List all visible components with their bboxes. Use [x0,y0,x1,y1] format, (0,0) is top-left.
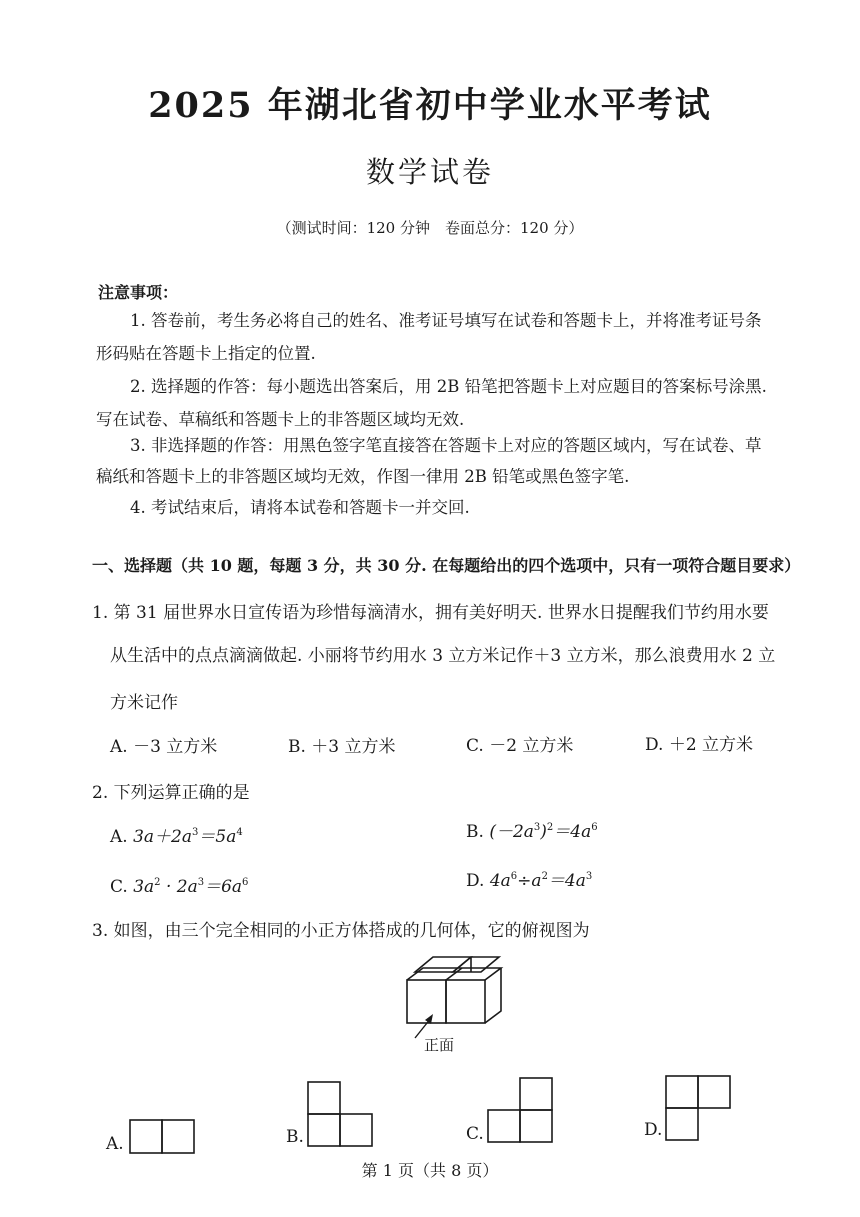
q1-line-1: 1. 第 31 届世界水日宣传语为珍惜每滴清水，拥有美好明天. 世界水日提醒我们节约用水要 [92,603,769,623]
note-line-3: 2. 选择题的作答：每小题选出答案后，用 2B 铅笔把答题卡上对应题目的答案标号涂黑. [130,377,767,396]
q2-option-a: A. $3a+2a^3=5a^4$ [110,827,243,847]
q3-option-d-label: D. [644,1120,663,1140]
q2-option-b: B. $(-2a^3)^2=4a^6$ [466,822,598,842]
q2-stem: 2. 下列运算正确的是 [92,783,250,803]
q3-option-b-label: B. [286,1127,304,1147]
time-info: （测试时间：120 分钟 卷面总分：120 分） [276,219,584,237]
q3-option-a-shape [128,1118,198,1156]
q1-option-a: A. －3 立方米 [110,737,218,757]
note-line-1: 1. 答卷前，考生务必将自己的姓名、准考证号填写在试卷和答题卡上，并将准考证号条 [130,311,762,330]
q2-option-c: C. $3a^2 \cdot 2a^3=6a^6$ [110,877,249,897]
note-line-4: 写在试卷、草稿纸和答题卡上的非答题区域均无效. [96,410,465,429]
note-line-6: 稿纸和答题卡上的非答题区域均无效，作图一律用 2B 铅笔或黑色签字笔. [96,467,630,486]
note-line-7: 4. 考试结束后，请将本试卷和答题卡一并交回. [130,498,470,517]
exam-title: 2025 年湖北省初中学业水平考试 [148,85,712,126]
q1-option-c: C. －2 立方米 [466,736,574,756]
q1-option-d: D. ＋2 立方米 [645,735,754,755]
q1-line-2: 从生活中的点点滴滴做起. 小丽将节约用水 3 立方米记作＋3 立方米，那么浪费用水 2 立 [110,646,776,666]
section-heading: 一、选择题（共 10 题，每题 3 分，共 30 分. 在每题给出的四个选项中，只有一项符合题目要求） [92,556,801,575]
q3-option-d-shape [664,1074,734,1144]
note-line-2: 形码贴在答题卡上指定的位置. [96,344,316,363]
q3-option-c-label: C. [466,1124,484,1144]
q3-option-a-label: A. [106,1134,124,1154]
front-label: 正面 [424,1036,455,1054]
q1-option-b: B. ＋3 立方米 [288,737,396,757]
note-line-5: 3. 非选择题的作答：用黑色签字笔直接答在答题卡上对应的答题区域内，写在试卷、草 [130,436,762,455]
q2-option-d: D. $4a^6\div a^2=4a^3$ [466,871,593,891]
notes-title: 注意事项： [98,283,179,302]
page-footer: 第 1 页（共 8 页） [361,1161,499,1180]
q3-option-b-shape [306,1080,376,1150]
exam-subtitle: 数学试卷 [365,155,494,189]
q1-line-3: 方米记作 [110,693,178,713]
q3-stem: 3. 如图，由三个完全相同的小正方体搭成的几何体，它的俯视图为 [92,921,590,941]
q3-option-c-shape [486,1076,556,1146]
